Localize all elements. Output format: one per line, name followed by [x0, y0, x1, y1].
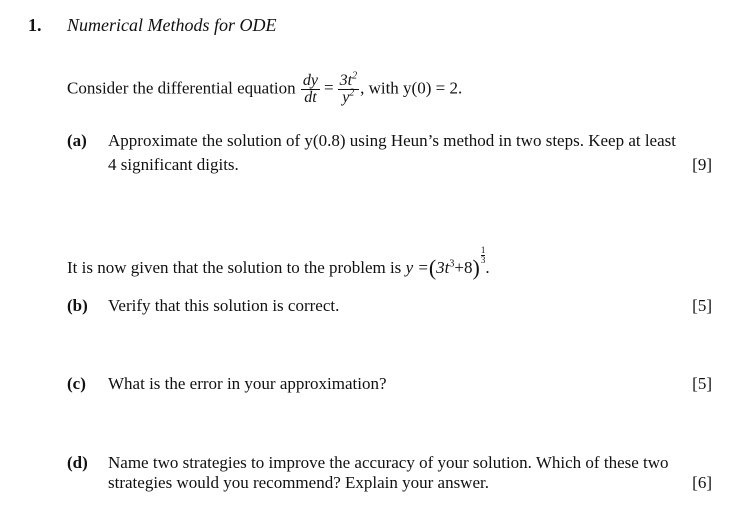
rhs-denominator: [338, 89, 359, 106]
part-b-line1: Verify that this solution is correct.: [108, 296, 340, 315]
rhs-fraction: [338, 70, 359, 106]
exponent-denominator: 3: [480, 255, 486, 265]
dy-numerator: dy: [302, 72, 319, 89]
ode-lead-text: Consider the differential equation: [67, 78, 296, 98]
part-a-line2: 4 significant digits.: [108, 155, 239, 174]
dt-denominator: dt: [301, 89, 320, 106]
part-d-line2: strategies would you recommend? Explain your answer.: [108, 473, 489, 492]
inner-exponent: 3: [449, 258, 455, 270]
question-number: 1.: [28, 15, 42, 35]
rhs-numerator: [338, 70, 359, 89]
initial-condition: , with y(0) = 2.: [360, 78, 463, 98]
part-c-marks: [5]: [692, 374, 712, 393]
part-a-marks: [9]: [692, 155, 712, 174]
question-title: Numerical Methods for ODE: [67, 15, 277, 35]
closed-form-statement: [67, 246, 490, 281]
rhs-denominator-base: y: [342, 89, 350, 106]
part-b-marks: [5]: [692, 296, 712, 315]
part-d-label: (d): [67, 453, 88, 472]
inner-rest: +8: [454, 258, 473, 277]
part-a-line1: Approximate the solution of y(0.8) using Heun’s method in two steps. Keep at least: [108, 131, 676, 150]
open-paren: (: [428, 255, 437, 280]
part-c-label: (c): [67, 374, 86, 393]
part-c-line1: What is the error in your approximation?: [108, 374, 387, 393]
exponent-numerator: 1: [480, 245, 486, 255]
part-b-label: (b): [67, 296, 88, 315]
closed-form-end: .: [485, 258, 490, 277]
rhs-numerator-exponent: 2: [352, 70, 358, 82]
inner-term: 3t: [436, 258, 450, 277]
part-d-line1: Name two strategies to improve the accuracy of your solution. Which of these two: [108, 453, 669, 472]
rhs-numerator-base: 3t: [339, 72, 353, 89]
part-a-label: (a): [67, 131, 87, 150]
rhs-denominator-exponent: 2: [349, 87, 355, 99]
ode-statement: [67, 70, 463, 106]
close-paren: ): [472, 255, 480, 280]
equals-sign: =: [324, 78, 334, 98]
part-d-marks: [6]: [692, 473, 712, 492]
y-equals: y =: [405, 258, 429, 277]
closed-form-lead: It is now given that the solution to the problem is: [67, 258, 402, 277]
dy-dt-fraction: [301, 73, 320, 106]
